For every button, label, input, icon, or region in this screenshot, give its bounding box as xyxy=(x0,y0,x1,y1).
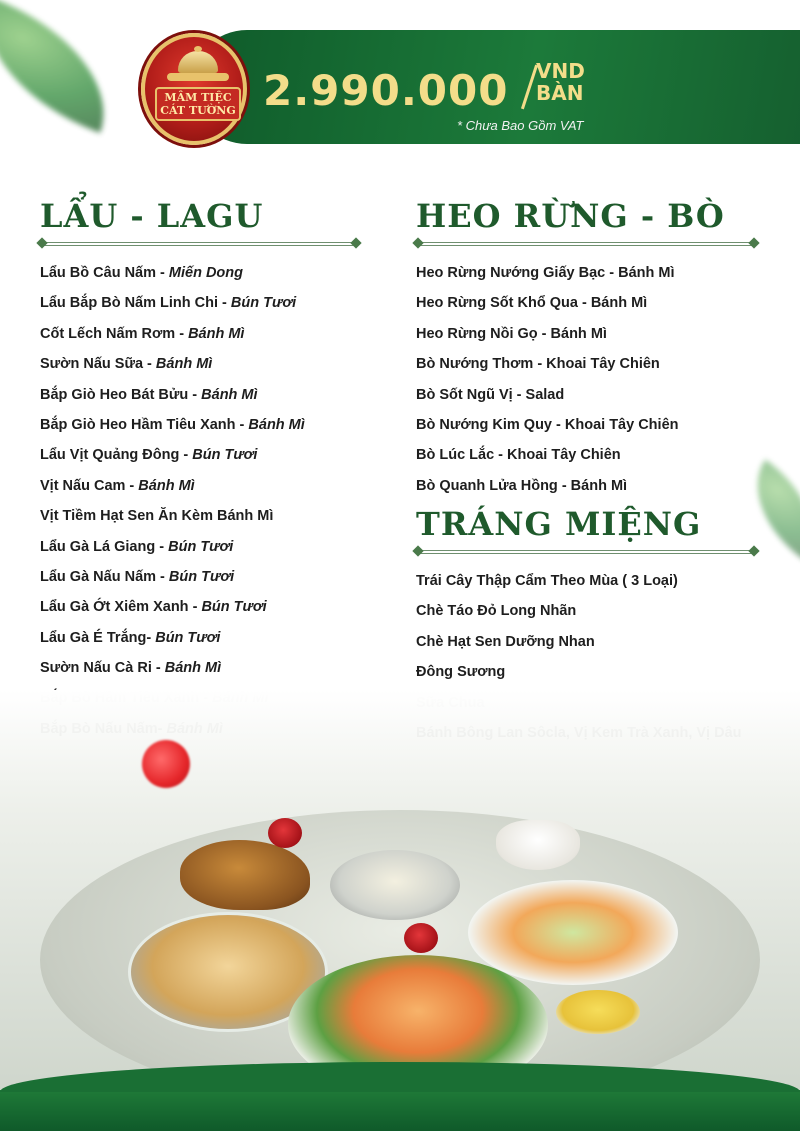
menu-item-name: Heo Rừng Nướng Giấy Bạc - Bánh Mì xyxy=(416,265,675,281)
section-divider xyxy=(416,238,756,248)
menu-item xyxy=(416,566,756,596)
menu-item-name: Bò Nướng Kim Quy - Khoai Tây Chiên xyxy=(416,416,679,433)
menu-item-name: Lẩu Bồ Câu Nấm - xyxy=(40,265,169,281)
menu-item-name: Lẩu Gà Nấu Nấm - xyxy=(40,568,169,585)
rose-decoration xyxy=(404,923,438,953)
section-lau-lagu xyxy=(40,196,358,744)
diamond-icon xyxy=(748,237,759,248)
diamond-icon xyxy=(412,545,423,556)
menu-list xyxy=(40,258,358,744)
menu-item xyxy=(416,596,756,626)
plate-icon xyxy=(167,73,229,81)
menu-item-side: Bún Tươi xyxy=(192,447,258,464)
menu-item-side: Bánh Mì xyxy=(164,660,222,677)
menu-item xyxy=(416,410,756,440)
cloche-icon xyxy=(178,51,218,73)
section-title: HEO RỪNG - BÒ xyxy=(416,197,725,235)
menu-item-name: Đông Sương xyxy=(416,664,506,681)
menu-item xyxy=(40,653,358,683)
menu-item xyxy=(40,471,358,501)
menu-item xyxy=(416,349,756,379)
menu-item xyxy=(40,319,358,349)
menu-item-side: Miến Dong xyxy=(168,265,244,281)
menu-item-side: Bánh Mì xyxy=(138,477,195,494)
menu-item-name: Heo Rừng Nồi Gọ - Bánh Mì xyxy=(416,325,607,342)
menu-list xyxy=(416,258,756,501)
section-divider xyxy=(416,546,756,556)
vat-note: * Chưa Bao Gồm VAT xyxy=(457,118,584,133)
menu-item xyxy=(40,562,358,592)
price-per-table: BÀN xyxy=(536,81,584,105)
menu-item-name: Vịt Tiềm Hạt Sen Ăn Kèm Bánh Mì xyxy=(40,508,274,525)
section-heo-rung-bo xyxy=(416,196,756,501)
menu-item-name: Chè Hạt Sen Dưỡng Nhan xyxy=(416,633,595,650)
menu-item-name: Bò Nướng Thơm - Khoai Tây Chiên xyxy=(416,356,660,373)
menu-item-side: Bánh Mì xyxy=(188,325,245,342)
price-currency: VND xyxy=(536,59,585,83)
menu-item-side: Bún Tươi xyxy=(155,629,221,646)
shrimp-plate xyxy=(468,880,678,985)
menu-item xyxy=(40,501,358,531)
section-title: TRÁNG MIỆNG xyxy=(416,505,702,543)
menu-item xyxy=(416,258,756,288)
menu-item-side: Bún Tươi xyxy=(168,538,234,555)
menu-item xyxy=(416,657,756,687)
menu-item xyxy=(40,380,358,410)
menu-item xyxy=(40,623,358,653)
menu-item xyxy=(416,319,756,349)
diamond-icon xyxy=(748,545,759,556)
rose-decoration xyxy=(268,818,302,848)
menu-item-name: Bò Sốt Ngũ Vị - Salad xyxy=(416,386,565,403)
diamond-icon xyxy=(412,237,423,248)
price-amount: 2.990.000 xyxy=(263,66,509,115)
menu-item-name: Trái Cây Thập Cẩm Theo Mùa ( 3 Loại) xyxy=(416,573,678,589)
menu-item xyxy=(40,349,358,379)
menu-item-name: Sườn Nấu Cà Ri - xyxy=(40,660,165,677)
sauce-bowl xyxy=(556,990,640,1034)
menu-item-side: Bún Tươi xyxy=(230,295,297,312)
menu-item-name: Bò Quanh Lửa Hồng - Bánh Mì xyxy=(416,477,628,494)
logo-ribbon xyxy=(155,87,241,121)
food-photo xyxy=(0,690,800,1090)
menu-item xyxy=(40,440,358,470)
menu-item-name: Lẩu Bắp Bò Nấm Linh Chi - xyxy=(40,295,231,312)
menu-item xyxy=(40,258,358,288)
logo-line-1: MÂM TIỆC xyxy=(164,91,232,104)
menu-item-name: Bò Lúc Lắc - Khoai Tây Chiên xyxy=(416,447,621,464)
logo-line-2: CÁT TƯỜNG xyxy=(160,104,236,117)
soup-tureen xyxy=(496,820,580,870)
price-unit xyxy=(536,60,585,104)
menu-item-name: Lẩu Gà Ớt Xiêm Xanh - xyxy=(40,599,202,616)
menu-item-name: Bắp Giò Heo Bát Bửu - xyxy=(40,386,202,403)
menu-item xyxy=(40,410,358,440)
menu-item-side: Bún Tươi xyxy=(168,568,235,585)
menu-item-name: Chè Táo Đỏ Long Nhãn xyxy=(416,603,577,620)
menu-item xyxy=(416,380,756,410)
hotpot xyxy=(330,850,460,920)
menu-item xyxy=(416,288,756,318)
menu-item-side: Bún Tươi xyxy=(201,599,267,616)
footer-bar xyxy=(0,1090,800,1131)
menu-item-name: Lẩu Gà Lá Giang - xyxy=(40,538,169,555)
menu-item-side: Bánh Mì xyxy=(201,386,258,403)
menu-item xyxy=(416,471,756,501)
menu-item-name: Cốt Lếch Nấm Rơm - xyxy=(40,325,189,342)
section-divider xyxy=(40,238,358,248)
menu-item xyxy=(40,532,358,562)
leaf-decoration xyxy=(0,0,131,133)
menu-item-name: Lẩu Vịt Quảng Đông - xyxy=(40,447,193,464)
decor-ball xyxy=(142,740,190,788)
menu-item xyxy=(40,288,358,318)
menu-item xyxy=(416,627,756,657)
menu-item-name: Sườn Nấu Sữa - xyxy=(40,356,156,373)
menu-item-name: Lẩu Gà É Trắng- xyxy=(40,629,156,646)
diamond-icon xyxy=(350,237,361,248)
menu-item-name: Vịt Nấu Cam - xyxy=(40,477,139,494)
menu-item xyxy=(416,440,756,470)
menu-item-side: Bánh Mì xyxy=(155,356,213,373)
diamond-icon xyxy=(36,237,47,248)
menu-item-name: Bắp Giò Heo Hầm Tiêu Xanh - xyxy=(40,416,249,433)
logo-badge xyxy=(141,33,247,145)
menu-item-side: Bánh Mì xyxy=(248,416,305,433)
menu-item-name: Heo Rừng Sốt Khổ Qua - Bánh Mì xyxy=(416,295,648,312)
menu-item xyxy=(40,592,358,622)
section-title: LẨU - LAGU xyxy=(40,197,264,235)
